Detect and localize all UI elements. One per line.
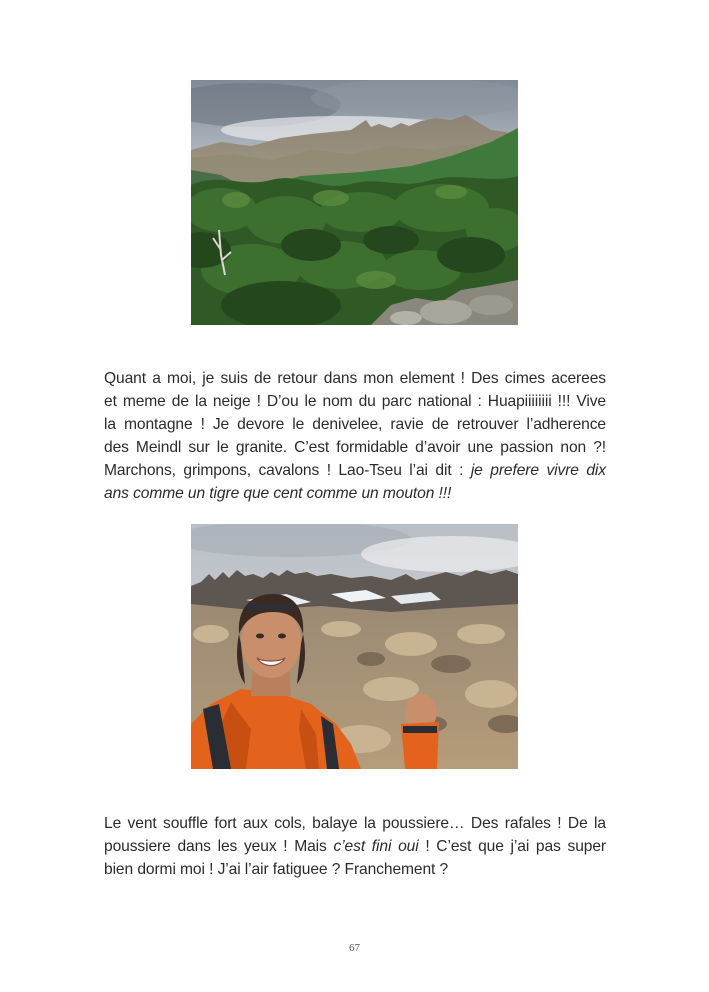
paragraph1-line3: la montagne ! Je devore le denivelee, ravie de retrouver l’adherence [104, 416, 606, 433]
paragraph2-line2 [104, 835, 606, 858]
paragraph1-line1: Quant a moi, je suis de retour dans mon element ! Des cimes acerees [104, 370, 606, 387]
paragraph2-line1: Le vent souffle fort aux cols, balaye la poussiere… Des rafales ! De la [104, 815, 606, 832]
quote-lao-tseu-start: je prefere vivre dix [470, 462, 606, 479]
paragraph2-line3: bien dormi moi ! J’ai l’air fatiguee ? Franchement ? [104, 861, 449, 878]
quote-lao-tseu-end: ans comme un tigre que cent comme un mouton !!! [104, 485, 452, 502]
paragraph2-line2-rest: ! C’est que j’ai pas super [418, 838, 607, 855]
paragraph-patagonia-mountains [104, 367, 606, 505]
paragraph1-line5 [104, 459, 606, 482]
paragraph1-line2: et meme de la neige ! D’ou le nom du parc national : Huapiiiiiiii !!! Vive [104, 393, 606, 410]
page-number: 67 [349, 942, 360, 954]
paragraph1-line4: des Meindl sur le granite. C’est formidable d’avoir une passion non ?! [104, 439, 606, 456]
paragraph1-line6 [104, 482, 606, 505]
emphasis-cest-fini-oui: c’est fini oui [333, 838, 419, 855]
paragraph1-line5-text: Marchons, grimpons, cavalons ! Lao-Tseu l’ai dit : [104, 462, 471, 479]
mountain-forest-photo [191, 80, 518, 325]
paragraph2-line2-text: poussiere dans les yeux ! Mais [104, 838, 334, 855]
selfie-rocky-pass-photo [191, 524, 518, 769]
paragraph-windy-pass [104, 812, 606, 881]
